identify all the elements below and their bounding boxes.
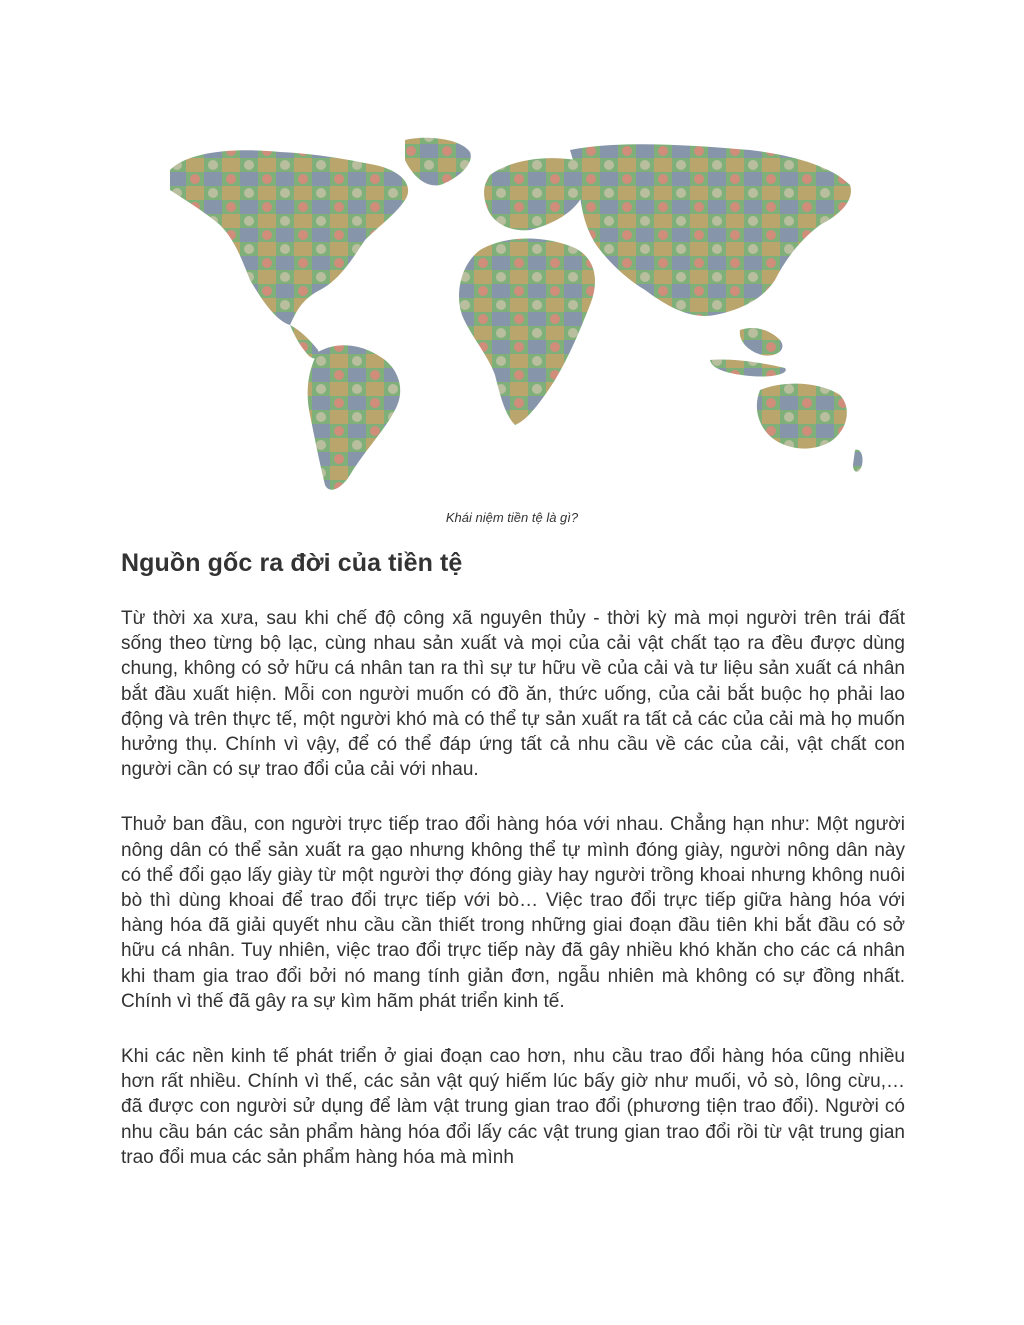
paragraph-3: Khi các nền kinh tế phát triển ở giai đoạn cao hơn, nhu cầu trao đổi hàng hóa cũng nhiều hơn rất nhiều. Chính vì thế, các sản vật quý hiếm lúc bấy giờ như muối, vỏ sò, lông cừu,… đã được con người sử dụng để làm vật trung gian trao đổi (phương tiện trao đổi). Người có nhu cầu bán các sản phẩm hàng hóa đổi lấy các vật trung gian trao đổi rồi từ vật trung gian trao đổi mua các sản phẩm hàng hóa mà mình (121, 1046, 905, 1168)
central-america-shape (290, 325, 319, 359)
paragraph-1: Từ thời xa xưa, sau khi chế độ công xã nguyên thủy - thời kỳ mà mọi người trên trái đất sống theo từng bộ lạc, cùng nhau sản xuất và mọi của cải vật chất tạo ra đều được dùng chung, không có sở hữu cá nhân tan ra thì sự tư hữu về của cải và tư liệu sản xuất cá nhân bắt đầu xuất hiện. Mỗi con người muốn có đồ ăn, thức uống, của cải bắt buộc họ phải lao động và trên thực tế, một người khó mà có thể tự sản xuất ra tất cả các của cải mà họ muốn hưởng thụ. Chính vì vậy, để có thể đáp ứng tất cả nhu cầu về các của cải, vật chất con người cần có sự trao đổi của cải với nhau. (121, 608, 905, 781)
southeast-asia-shape (740, 328, 783, 356)
australia-shape (757, 384, 847, 449)
north-america-shape (170, 150, 408, 325)
africa-shape (459, 238, 595, 425)
asia-shape (570, 144, 851, 316)
article-body (121, 606, 905, 1200)
europe-shape (484, 158, 589, 230)
paragraph-2: Thuở ban đầu, con người trực tiếp trao đổi hàng hóa với nhau. Chẳng hạn như: Một người nông dân có thể sản xuất ra gạo nhưng không thể tự mình đóng giày, người nông dân này có thể đổi gạo lấy giày từ một người thợ đóng giày hay người trồng khoai nhưng không nuôi bò thì dùng khoai để trao đổi trực tiếp với bò… Việc trao đổi trực tiếp giữa hàng hóa với hàng hóa đã giải quyết nhu cầu cần thiết trong những giai đoạn đầu tiên khi bắt đầu có sở hữu cá nhân. Tuy nhiên, việc trao đổi trực tiếp này đã gây nhiều khó khăn cho các cá nhân khi tham gia trao đổi bởi nó mang tính giản đơn, ngẫu nhiên mà không có sự đồng nhất. Chính vì thế đã gây ra sự kìm hãm phát triển kinh tế. (121, 814, 905, 1012)
new-zealand-shape (853, 450, 863, 472)
world-map-image (150, 130, 870, 500)
world-map-banknotes-icon (150, 130, 870, 500)
indonesia-shape (710, 359, 786, 376)
greenland-shape (405, 138, 471, 186)
section-heading: Nguồn gốc ra đời của tiền tệ (121, 549, 463, 577)
south-america-shape (308, 345, 401, 489)
image-caption: Khái niệm tiền tệ là gì? (445, 510, 579, 525)
